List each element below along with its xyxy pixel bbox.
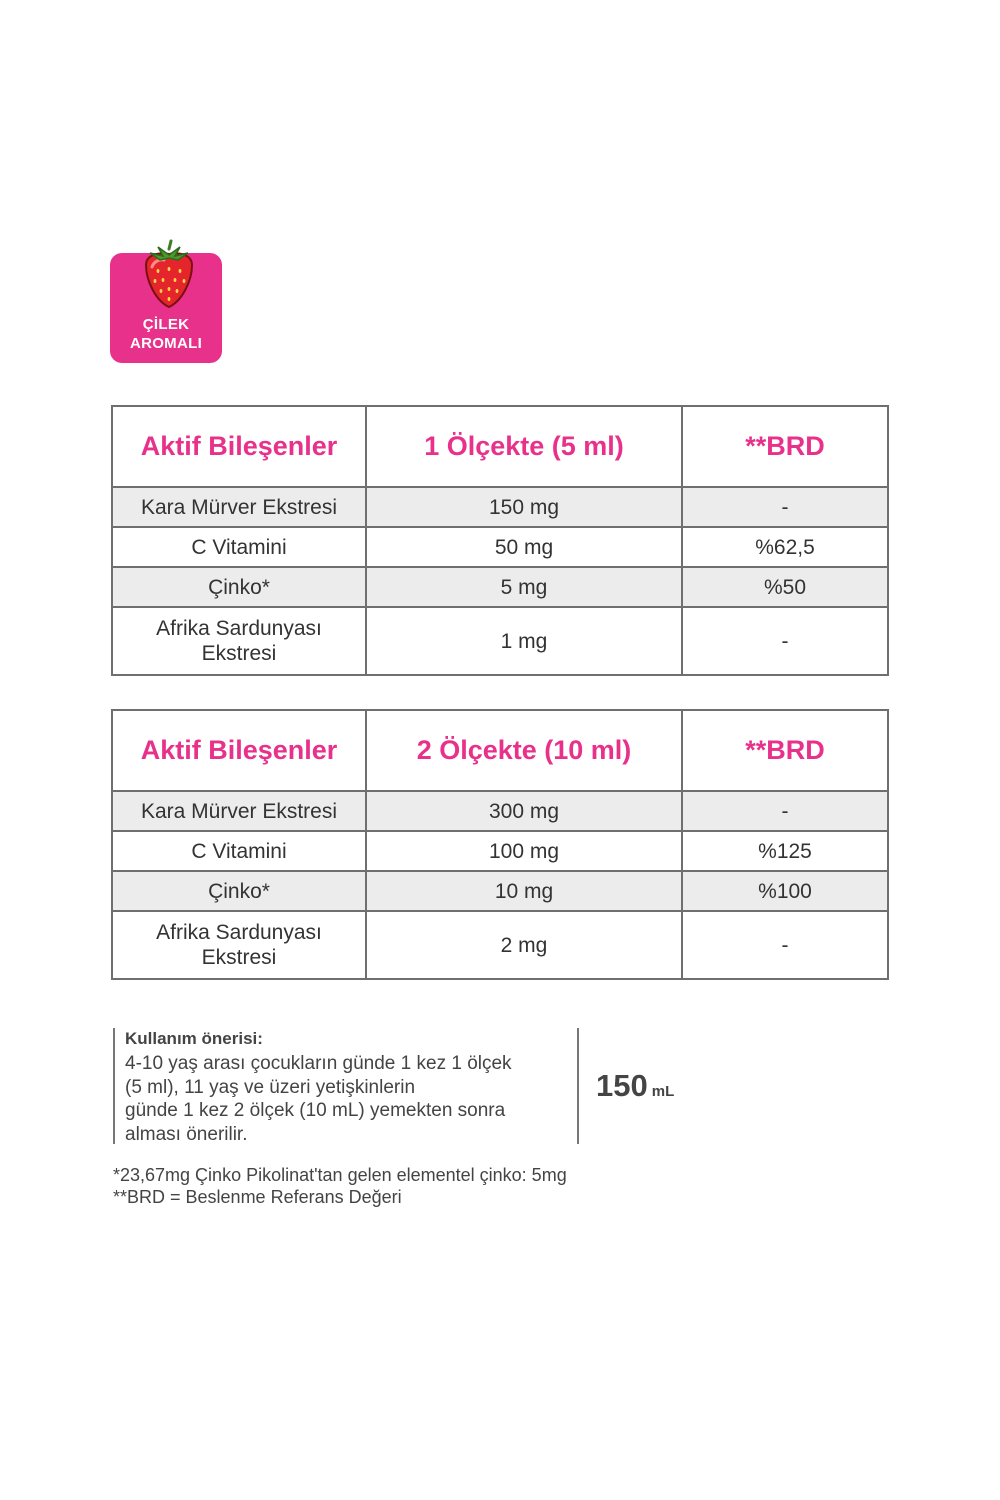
volume-value: 150 — [596, 1068, 648, 1103]
flavor-badge — [110, 253, 222, 363]
ingredient-name: Kara Mürver Ekstresi — [112, 791, 366, 831]
volume-label — [596, 1068, 674, 1104]
header-brd: **BRD — [682, 406, 888, 487]
ingredient-amount: 100 mg — [366, 831, 682, 871]
ingredient-brd: - — [682, 487, 888, 527]
table-row — [112, 567, 888, 607]
table-row — [112, 911, 888, 979]
volume-unit: mL — [651, 1083, 675, 1100]
footnote-brd: **BRD = Beslenme Referans Değeri — [113, 1187, 402, 1207]
ingredient-name: C Vitamini — [112, 527, 366, 567]
ingredient-amount: 1 mg — [366, 607, 682, 675]
ingredient-amount: 2 mg — [366, 911, 682, 979]
ingredient-brd: - — [682, 607, 888, 675]
usage-recommendation — [113, 1028, 579, 1144]
table-row — [112, 791, 888, 831]
ingredient-amount: 150 mg — [366, 487, 682, 527]
usage-title: Kullanım önerisi: — [125, 1029, 263, 1048]
ingredient-name: C Vitamini — [112, 831, 366, 871]
ingredients-table-1-scoop — [111, 405, 889, 676]
table-row — [112, 871, 888, 911]
ingredient-name: Kara Mürver Ekstresi — [112, 487, 366, 527]
usage-body: 4-10 yaş arası çocukların günde 1 kez 1 ölçek (5 ml), 11 yaş ve üzeri yetişkinlerin günde 1 kez 2 ölçek (10 mL) yemekten sonra alması önerilir. — [125, 1053, 512, 1145]
strawberry-icon — [138, 239, 200, 315]
header-amount: 1 Ölçekte (5 ml) — [366, 406, 682, 487]
ingredient-brd: %100 — [682, 871, 888, 911]
ingredient-amount: 5 mg — [366, 567, 682, 607]
footnotes — [113, 1164, 567, 1208]
ingredient-brd: %62,5 — [682, 527, 888, 567]
badge-line-1: ÇİLEK — [142, 316, 190, 333]
table-row — [112, 527, 888, 567]
ingredient-name: Çinko* — [112, 871, 366, 911]
header-ingredients: Aktif Bileşenler — [112, 406, 366, 487]
header-ingredients: Aktif Bileşenler — [112, 710, 366, 791]
ingredients-table-2-scoops — [111, 709, 889, 980]
ingredient-brd: - — [682, 911, 888, 979]
badge-line-2: AROMALI — [129, 335, 203, 352]
ingredient-name: Afrika Sardunyası Ekstresi — [112, 607, 366, 675]
ingredient-amount: 300 mg — [366, 791, 682, 831]
ingredient-brd: - — [682, 791, 888, 831]
header-brd: **BRD — [682, 710, 888, 791]
ingredient-amount: 10 mg — [366, 871, 682, 911]
table-row — [112, 487, 888, 527]
ingredient-brd: %125 — [682, 831, 888, 871]
table-row — [112, 831, 888, 871]
ingredient-brd: %50 — [682, 567, 888, 607]
footnote-zinc: *23,67mg Çinko Pikolinat'tan gelen elementel çinko: 5mg — [113, 1165, 567, 1185]
ingredient-amount: 50 mg — [366, 527, 682, 567]
ingredient-name: Afrika Sardunyası Ekstresi — [112, 911, 366, 979]
header-amount: 2 Ölçekte (10 ml) — [366, 710, 682, 791]
ingredient-name: Çinko* — [112, 567, 366, 607]
badge-label — [110, 315, 222, 353]
table-row — [112, 607, 888, 675]
